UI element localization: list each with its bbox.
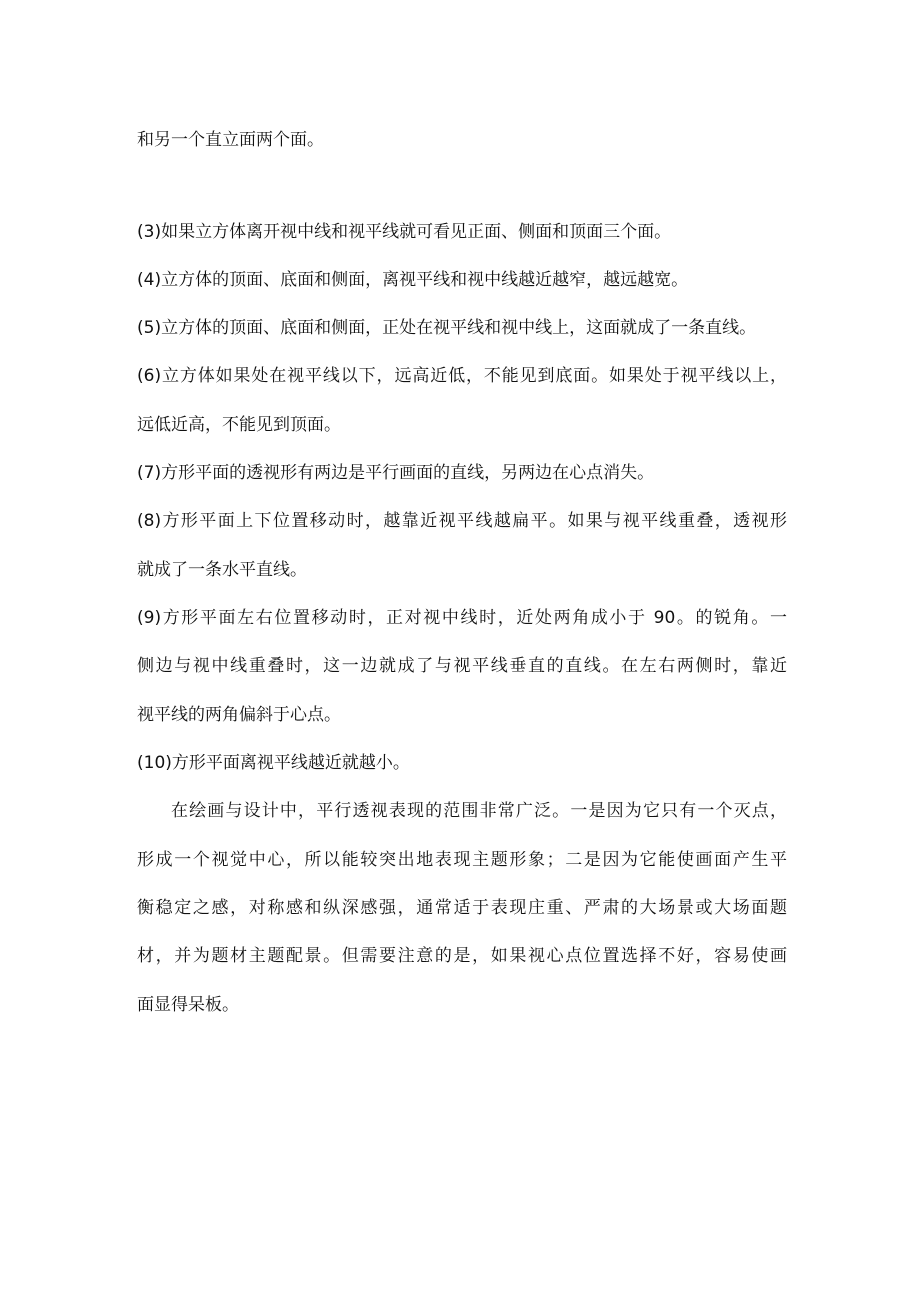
paragraph-line-1: 在绘画与设计中，平行透视表现的范围非常广泛。一是因为它只有一个灭点，: [171, 801, 787, 821]
list-item-9-line-3: 视平线的两角偏斜于心点。: [137, 705, 341, 725]
list-item-3: (3)如果立方体离开视中线和视平线就可看见正面、侧面和顶面三个面。: [137, 222, 672, 242]
list-item-9-line-1: (9)方形平面左右位置移动时，正对视中线时，近处两角成小于 90。的锐角。一: [137, 608, 787, 628]
paragraph-line-5: 面显得呆板。: [137, 995, 239, 1015]
list-item-6-line-1: (6)立方体如果处在视平线以下，远高近低，不能见到底面。如果处于视平线以上，: [137, 366, 787, 386]
list-item-10: (10)方形平面离视平线越近就越小。: [137, 753, 410, 773]
list-item-9-line-2: 侧边与视中线重叠时，这一边就成了与视平线垂直的直线。在左右两侧时，靠近: [137, 656, 787, 676]
paragraph-line-4: 材，并为题材主题配景。但需要注意的是，如果视心点位置选择不好，容易使画: [137, 946, 787, 966]
list-item-5: (5)立方体的顶面、底面和侧面，正处在视平线和视中线上，这面就成了一条直线。: [137, 318, 757, 338]
list-item-8-line-1: (8)方形平面上下位置移动时，越靠近视平线越扁平。如果与视平线重叠，透视形: [137, 511, 787, 531]
paragraph-line-3: 衡稳定之感，对称感和纵深感强，通常适于表现庄重、严肃的大场景或大场面题: [137, 898, 787, 918]
text-line-continuation: 和另一个直立面两个面。: [137, 130, 324, 150]
list-item-4: (4)立方体的顶面、底面和侧面，离视平线和视中线越近越窄，越远越宽。: [137, 270, 689, 290]
list-item-7: (7)方形平面的透视形有两边是平行画面的直线，另两边在心点消失。: [137, 463, 655, 483]
list-item-6-line-2: 远低近高，不能见到顶面。: [137, 415, 341, 435]
list-item-8-line-2: 就成了一条水平直线。: [137, 560, 307, 580]
paragraph-line-2: 形成一个视觉中心，所以能较突出地表现主题形象；二是因为它能使画面产生平: [137, 850, 787, 870]
